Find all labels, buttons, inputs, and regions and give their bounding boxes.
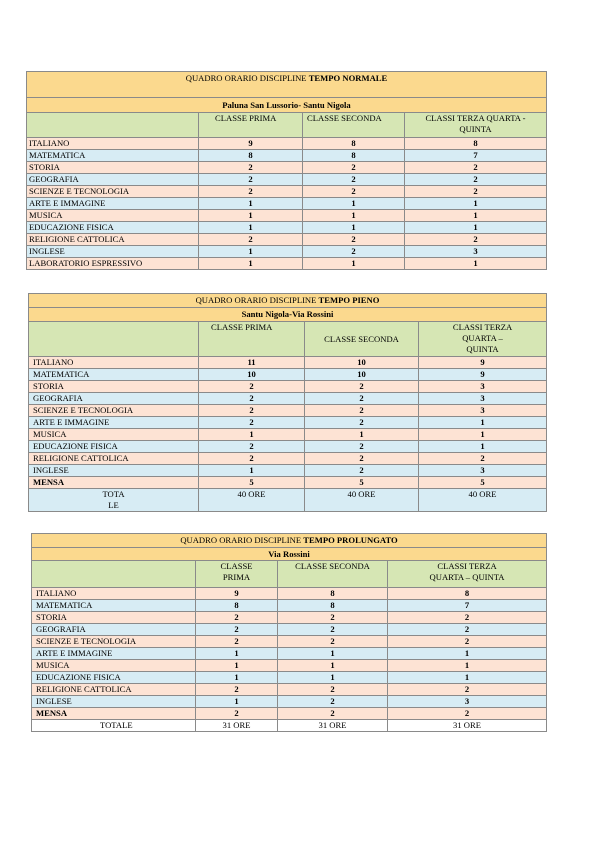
value-seconda: 1 <box>303 258 405 270</box>
value-seconda: 1 <box>303 210 405 222</box>
table-row <box>32 600 547 612</box>
table-subtitle: Via Rossini <box>32 548 547 561</box>
value-prima: 8 <box>199 150 303 162</box>
value-prima: 9 <box>196 588 278 600</box>
value-prima: 2 <box>196 708 278 720</box>
value-seconda: 2 <box>303 186 405 198</box>
table-row <box>27 258 547 270</box>
value-prima: 8 <box>196 600 278 612</box>
subject-cell: MATEMATICA <box>32 600 196 612</box>
table-row <box>32 588 547 600</box>
value-prima: 1 <box>196 648 278 660</box>
value-seconda: 1 <box>305 429 419 441</box>
table-row <box>29 477 547 489</box>
value-prima: 11 <box>199 357 305 369</box>
subject-cell: RELIGIONE CATTOLICA <box>27 234 199 246</box>
col-header-prima: CLASSE PRIMA <box>196 561 278 588</box>
value-prima: 2 <box>196 624 278 636</box>
value-seconda: 2 <box>303 174 405 186</box>
value-seconda: 8 <box>278 588 388 600</box>
value-terza: 2 <box>419 453 547 465</box>
table-row <box>32 696 547 708</box>
value-prima: 1 <box>199 246 303 258</box>
value-terza: 2 <box>388 624 547 636</box>
subject-cell: MATEMATICA <box>27 150 199 162</box>
value-prima: 1 <box>196 696 278 708</box>
value-seconda: 1 <box>278 648 388 660</box>
subject-cell: MUSICA <box>29 429 199 441</box>
value-seconda: 2 <box>303 234 405 246</box>
subject-cell: INGLESE <box>27 246 199 258</box>
col-header-seconda: CLASSE SECONDA <box>303 113 405 138</box>
total-label: TOTALE <box>32 720 196 732</box>
col-header-prima: CLASSE PRIMA <box>199 113 303 138</box>
value-terza: 3 <box>419 405 547 417</box>
subject-cell: EDUCAZIONE FISICA <box>32 672 196 684</box>
table-row <box>29 429 547 441</box>
value-terza: 2 <box>405 234 547 246</box>
subject-cell: ARTE E IMMAGINE <box>27 198 199 210</box>
table-row <box>32 660 547 672</box>
value-terza: 7 <box>388 600 547 612</box>
value-terza: 2 <box>388 636 547 648</box>
table-row <box>27 198 547 210</box>
value-terza: 1 <box>388 672 547 684</box>
subject-cell: MENSA <box>32 708 196 720</box>
total-terza: 31 ORE <box>388 720 547 732</box>
table-tempo-pieno <box>28 293 547 512</box>
value-seconda: 8 <box>303 138 405 150</box>
value-prima: 2 <box>199 405 305 417</box>
value-seconda: 2 <box>278 696 388 708</box>
subject-cell: MENSA <box>29 477 199 489</box>
table-row <box>27 138 547 150</box>
table-row <box>27 210 547 222</box>
value-terza: 2 <box>405 174 547 186</box>
value-seconda: 2 <box>305 393 419 405</box>
value-prima: 2 <box>199 186 303 198</box>
value-terza: 2 <box>405 186 547 198</box>
table-row <box>29 357 547 369</box>
value-seconda: 2 <box>305 465 419 477</box>
value-prima: 5 <box>199 477 305 489</box>
col-header-seconda: CLASSE SECONDA <box>278 561 388 588</box>
value-prima: 2 <box>199 393 305 405</box>
subject-cell: SCIENZE E TECNOLOGIA <box>27 186 199 198</box>
value-terza: 7 <box>405 150 547 162</box>
value-terza: 3 <box>419 393 547 405</box>
table-title: QUADRO ORARIO DISCIPLINE TEMPO NORMALE <box>27 72 547 98</box>
table-title: QUADRO ORARIO DISCIPLINE TEMPO PIENO <box>29 294 547 308</box>
value-prima: 2 <box>199 381 305 393</box>
subject-cell: ARTE E IMMAGINE <box>29 417 199 429</box>
subject-cell: GEOGRAFIA <box>27 174 199 186</box>
value-terza: 8 <box>388 588 547 600</box>
subject-cell: ITALIANO <box>27 138 199 150</box>
subject-cell: GEOGRAFIA <box>29 393 199 405</box>
value-prima: 2 <box>196 636 278 648</box>
value-seconda: 5 <box>305 477 419 489</box>
subject-cell: SCIENZE E TECNOLOGIA <box>29 405 199 417</box>
subject-cell: MUSICA <box>32 660 196 672</box>
value-terza: 1 <box>419 429 547 441</box>
value-seconda: 2 <box>305 441 419 453</box>
value-seconda: 2 <box>278 624 388 636</box>
table-row <box>32 672 547 684</box>
value-prima: 2 <box>199 162 303 174</box>
value-prima: 1 <box>196 672 278 684</box>
value-prima: 2 <box>199 234 303 246</box>
value-terza: 3 <box>405 246 547 258</box>
subject-header <box>29 322 199 357</box>
table-subtitle: Santu Nigola-Via Rossini <box>29 308 547 322</box>
value-prima: 1 <box>199 465 305 477</box>
table-row <box>29 381 547 393</box>
value-terza: 8 <box>405 138 547 150</box>
value-terza: 1 <box>419 417 547 429</box>
table-row <box>29 405 547 417</box>
total-prima: 31 ORE <box>196 720 278 732</box>
col-header-prima: CLASSE PRIMA <box>199 322 305 357</box>
subject-cell: STORIA <box>27 162 199 174</box>
table-row <box>29 417 547 429</box>
value-seconda: 2 <box>305 405 419 417</box>
table-row <box>27 162 547 174</box>
subject-header <box>27 113 199 138</box>
subject-cell: ITALIANO <box>32 588 196 600</box>
table-row <box>27 174 547 186</box>
table-row <box>27 186 547 198</box>
subject-header <box>32 561 196 588</box>
value-terza: 1 <box>405 258 547 270</box>
value-seconda: 2 <box>278 636 388 648</box>
subject-cell: RELIGIONE CATTOLICA <box>32 684 196 696</box>
table-tempo-normale <box>26 71 547 270</box>
value-prima: 1 <box>199 198 303 210</box>
value-terza: 9 <box>419 369 547 381</box>
col-header-terza: CLASSI TERZA QUARTA – QUINTA <box>419 322 547 357</box>
table-row <box>27 234 547 246</box>
subject-cell: GEOGRAFIA <box>32 624 196 636</box>
value-prima: 2 <box>196 684 278 696</box>
value-seconda: 1 <box>278 660 388 672</box>
table-title: QUADRO ORARIO DISCIPLINE TEMPO PROLUNGATO <box>32 534 547 548</box>
value-terza: 1 <box>405 222 547 234</box>
subject-cell: MATEMATICA <box>29 369 199 381</box>
col-header-terza: CLASSI TERZA QUARTA – QUINTA <box>388 561 547 588</box>
subject-cell: LABORATORIO ESPRESSIVO <box>27 258 199 270</box>
value-seconda: 2 <box>305 453 419 465</box>
value-seconda: 2 <box>278 684 388 696</box>
total-label: TOTA LE <box>29 489 199 512</box>
value-terza: 2 <box>388 708 547 720</box>
subject-cell: RELIGIONE CATTOLICA <box>29 453 199 465</box>
table-row <box>32 624 547 636</box>
value-prima: 1 <box>199 258 303 270</box>
value-seconda: 2 <box>303 246 405 258</box>
value-prima: 2 <box>199 453 305 465</box>
value-prima: 1 <box>199 222 303 234</box>
value-terza: 2 <box>388 684 547 696</box>
table-row <box>32 612 547 624</box>
value-terza: 1 <box>419 441 547 453</box>
value-seconda: 1 <box>303 222 405 234</box>
subject-cell: INGLESE <box>32 696 196 708</box>
table-tempo-prolungato <box>31 533 547 732</box>
value-terza: 9 <box>419 357 547 369</box>
table-row <box>29 393 547 405</box>
table-row <box>29 369 547 381</box>
subject-cell: EDUCAZIONE FISICA <box>29 441 199 453</box>
table-row <box>29 453 547 465</box>
value-prima: 1 <box>199 429 305 441</box>
value-terza: 5 <box>419 477 547 489</box>
table-row <box>32 708 547 720</box>
col-header-terza: CLASSI TERZA QUARTA - QUINTA <box>405 113 547 138</box>
total-seconda: 31 ORE <box>278 720 388 732</box>
total-seconda: 40 ORE <box>305 489 419 512</box>
value-seconda: 8 <box>303 150 405 162</box>
value-terza: 2 <box>388 612 547 624</box>
value-terza: 1 <box>388 660 547 672</box>
col-header-seconda: CLASSE SECONDA <box>305 322 419 357</box>
value-seconda: 2 <box>303 162 405 174</box>
subject-cell: STORIA <box>29 381 199 393</box>
value-terza: 3 <box>419 465 547 477</box>
subject-cell: SCIENZE E TECNOLOGIA <box>32 636 196 648</box>
value-seconda: 2 <box>305 381 419 393</box>
subject-cell: EDUCAZIONE FISICA <box>27 222 199 234</box>
table-row <box>32 648 547 660</box>
value-prima: 2 <box>199 417 305 429</box>
table-row <box>32 684 547 696</box>
value-seconda: 10 <box>305 369 419 381</box>
value-prima: 2 <box>196 612 278 624</box>
subject-cell: STORIA <box>32 612 196 624</box>
value-terza: 3 <box>388 696 547 708</box>
value-seconda: 10 <box>305 357 419 369</box>
total-prima: 40 ORE <box>199 489 305 512</box>
value-seconda: 2 <box>278 612 388 624</box>
table-row <box>27 246 547 258</box>
subject-cell: MUSICA <box>27 210 199 222</box>
subject-cell: INGLESE <box>29 465 199 477</box>
value-prima: 2 <box>199 174 303 186</box>
table-row <box>29 465 547 477</box>
value-prima: 2 <box>199 441 305 453</box>
value-seconda: 2 <box>278 708 388 720</box>
value-seconda: 1 <box>303 198 405 210</box>
table-row <box>32 636 547 648</box>
total-terza: 40 ORE <box>419 489 547 512</box>
table-row <box>27 150 547 162</box>
subject-cell: ITALIANO <box>29 357 199 369</box>
table-row <box>27 222 547 234</box>
value-terza: 2 <box>405 162 547 174</box>
value-terza: 1 <box>388 648 547 660</box>
value-terza: 1 <box>405 210 547 222</box>
table-subtitle: Paluna San Lussorio- Santu Nigola <box>27 98 547 113</box>
subject-cell: ARTE E IMMAGINE <box>32 648 196 660</box>
value-seconda: 8 <box>278 600 388 612</box>
value-prima: 9 <box>199 138 303 150</box>
value-seconda: 1 <box>278 672 388 684</box>
value-prima: 10 <box>199 369 305 381</box>
value-prima: 1 <box>196 660 278 672</box>
value-prima: 1 <box>199 210 303 222</box>
value-terza: 3 <box>419 381 547 393</box>
table-row <box>29 441 547 453</box>
value-terza: 1 <box>405 198 547 210</box>
value-seconda: 2 <box>305 417 419 429</box>
